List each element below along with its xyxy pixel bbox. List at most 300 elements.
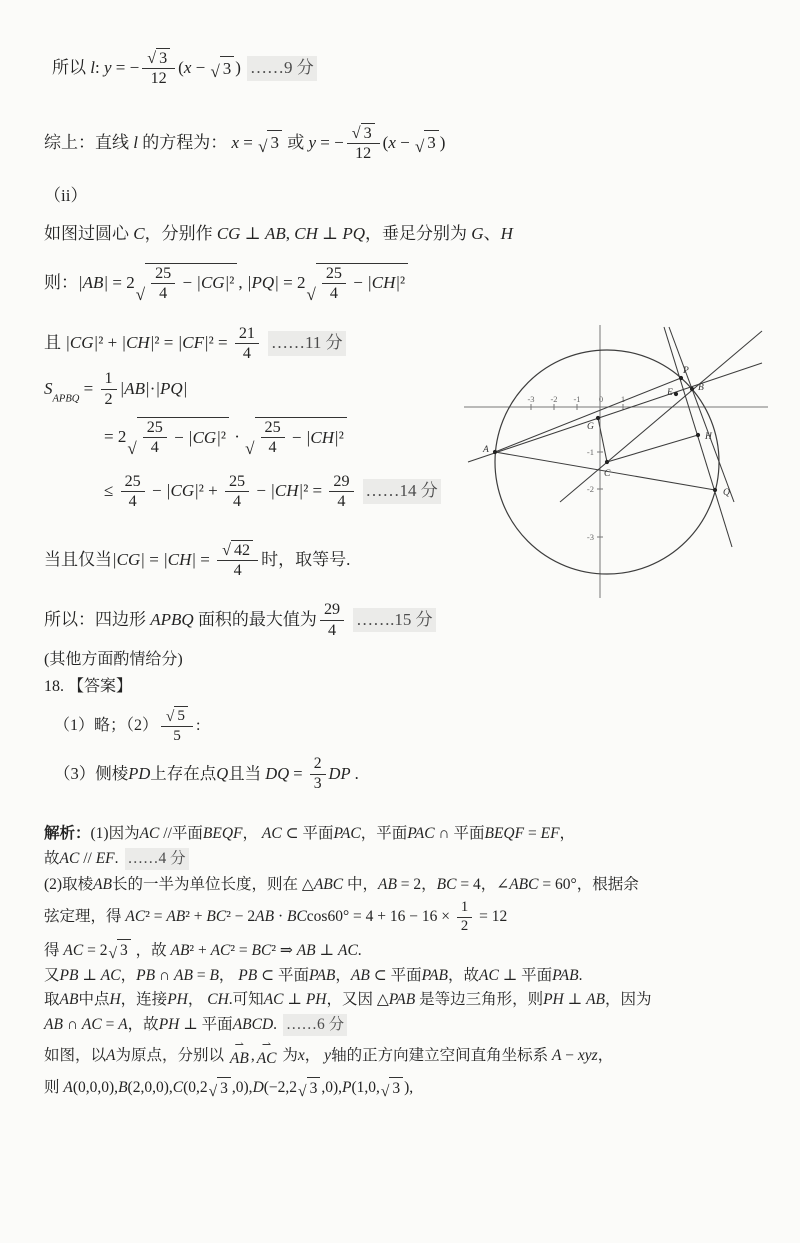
vector-symbol: ⇀ AB bbox=[228, 1048, 251, 1070]
point-label-Q: Q bbox=[723, 488, 730, 498]
math-text: ² ⇒ bbox=[271, 941, 297, 959]
math-text: （1）略；（2） bbox=[54, 717, 159, 735]
math-text: 29 bbox=[333, 472, 350, 490]
math-text: : bbox=[94, 58, 104, 78]
math-text: 长的一半为单位长度，则在 △ bbox=[112, 876, 314, 894]
math-text: , bbox=[238, 272, 247, 292]
math-text: 3 bbox=[119, 942, 128, 960]
math-text: 的方程为： bbox=[137, 132, 232, 152]
math-variable: AC bbox=[100, 966, 121, 984]
math-text: ⊥ bbox=[78, 966, 101, 984]
math-text: ，故 bbox=[127, 1015, 159, 1033]
fraction-numerator bbox=[143, 418, 167, 438]
math-text: = bbox=[192, 966, 210, 984]
math-text: 4 bbox=[329, 285, 338, 303]
math-text: , bbox=[285, 224, 295, 244]
math-variable: y bbox=[324, 1047, 332, 1065]
math-text: ∩ bbox=[155, 966, 174, 984]
math-variable: EF bbox=[95, 849, 115, 867]
math-text: ∩ 平面 bbox=[434, 825, 485, 843]
math-text: 1 bbox=[104, 370, 113, 388]
fraction-denominator bbox=[326, 284, 342, 303]
math-variable: |CH| bbox=[270, 481, 304, 501]
fraction-numerator bbox=[235, 324, 259, 344]
math-text: ， bbox=[120, 966, 137, 984]
fraction bbox=[142, 48, 175, 89]
math-text: ² + bbox=[189, 941, 211, 959]
math-text: ² + bbox=[98, 333, 122, 353]
math-variable: AC bbox=[337, 941, 358, 959]
y-tick-label: -2 bbox=[586, 484, 594, 494]
math-text: （ii） bbox=[44, 185, 88, 205]
math-text: //平面 bbox=[159, 825, 203, 843]
fraction-denominator bbox=[265, 438, 281, 457]
math-text: 时，取等号. bbox=[261, 549, 351, 569]
fraction-numerator bbox=[217, 540, 258, 561]
math-text: − bbox=[147, 481, 166, 501]
math-text: = bbox=[196, 549, 215, 569]
fraction-denominator bbox=[125, 492, 141, 511]
math-text: = bbox=[79, 378, 98, 398]
math-text: 当且仅当 bbox=[44, 549, 112, 569]
math-text: 中， bbox=[343, 876, 378, 894]
math-variable: |CH| bbox=[367, 273, 401, 293]
text-line bbox=[44, 263, 786, 304]
math-text: 取 bbox=[44, 991, 60, 1009]
point-label-H: H bbox=[705, 432, 712, 442]
math-text: 4 bbox=[159, 285, 168, 303]
math-text: ² = bbox=[303, 481, 327, 501]
fraction-numerator bbox=[310, 755, 326, 775]
radicand bbox=[156, 48, 170, 68]
math-variable: AC bbox=[63, 941, 84, 959]
math-variable: ABC bbox=[509, 876, 539, 894]
math-text: 2 bbox=[460, 917, 469, 934]
fraction-numerator bbox=[320, 600, 344, 620]
math-variable: CH bbox=[294, 224, 318, 244]
math-text: ，故 bbox=[448, 966, 480, 984]
math-text: APBQ bbox=[52, 393, 80, 405]
math-variable: A bbox=[118, 1015, 128, 1033]
radical-sign: √ bbox=[135, 284, 146, 304]
radical-sign: √ bbox=[298, 1082, 307, 1100]
math-text: ² = bbox=[154, 333, 178, 353]
math-text: ， bbox=[335, 966, 351, 984]
math-text: ² + bbox=[185, 907, 207, 925]
math-text: ， bbox=[242, 825, 262, 843]
math-text: . bbox=[273, 1015, 278, 1033]
point-P bbox=[679, 376, 683, 380]
math-text: (1,0, bbox=[351, 1079, 380, 1097]
math-text: ∩ bbox=[62, 1015, 82, 1033]
line-through-B bbox=[669, 327, 734, 502]
math-variable: BC bbox=[251, 941, 272, 959]
radicand bbox=[137, 417, 229, 458]
math-text: ⊥ bbox=[283, 991, 306, 1009]
math-text: 29 bbox=[323, 601, 341, 619]
point-E bbox=[674, 392, 678, 396]
math-text: ⊂ 平面 bbox=[257, 966, 309, 984]
math-text: 如图，以 bbox=[44, 1047, 107, 1065]
text-line bbox=[44, 823, 786, 845]
x-tick-label: -3 bbox=[527, 394, 535, 404]
y-tick-label: -1 bbox=[586, 447, 594, 457]
fraction bbox=[457, 899, 472, 935]
math-text: − bbox=[178, 273, 197, 293]
math-variable: B bbox=[209, 966, 219, 984]
fraction-numerator bbox=[457, 899, 472, 918]
math-text: ⊂ 平面 bbox=[281, 825, 334, 843]
text-line bbox=[44, 675, 786, 698]
math-text: 4 bbox=[150, 439, 159, 457]
math-text: = 2， bbox=[396, 876, 437, 894]
text-line bbox=[44, 755, 786, 794]
math-variable: BEQF bbox=[484, 825, 525, 843]
math-text: ≤ bbox=[104, 481, 118, 501]
text-line bbox=[44, 222, 786, 247]
math-text: ， bbox=[304, 1047, 325, 1065]
math-text: 所以 bbox=[52, 58, 91, 78]
math-text: 且 bbox=[44, 333, 66, 353]
math-text: 4 bbox=[233, 493, 242, 511]
math-variable: AB bbox=[166, 907, 186, 925]
fraction bbox=[261, 418, 285, 458]
math-variable: APBQ bbox=[150, 609, 194, 629]
square-root bbox=[210, 56, 234, 82]
radical-sign: √ bbox=[208, 1082, 218, 1100]
point-A bbox=[493, 450, 497, 454]
math-variable: PB bbox=[238, 966, 258, 984]
math-text: 5 bbox=[177, 707, 185, 725]
math-text: 3 bbox=[220, 1079, 228, 1097]
math-text: − bbox=[348, 273, 368, 293]
math-text: 21 bbox=[238, 324, 255, 342]
fraction bbox=[310, 755, 326, 794]
math-text: ² bbox=[338, 427, 344, 447]
math-variable: y bbox=[308, 132, 317, 152]
math-text: 3 bbox=[392, 1079, 401, 1097]
square-root bbox=[298, 1077, 320, 1100]
math-variable: PB bbox=[136, 966, 156, 984]
math-text: 则 bbox=[44, 1079, 64, 1097]
math-text: ，平面 bbox=[360, 825, 408, 843]
fraction-numerator bbox=[151, 264, 175, 284]
math-variable: |AB| bbox=[78, 272, 109, 292]
math-text: 3 bbox=[427, 133, 436, 153]
fraction-denominator bbox=[169, 727, 185, 745]
math-variable: A bbox=[551, 1047, 562, 1065]
math-variable: |CG| bbox=[187, 427, 221, 447]
text-line bbox=[44, 48, 786, 89]
math-variable: AB bbox=[44, 1015, 63, 1033]
math-variable: A bbox=[63, 1079, 73, 1097]
math-variable: PH bbox=[167, 991, 188, 1009]
math-variable: BC bbox=[206, 907, 227, 925]
math-variable: |CH| bbox=[121, 333, 155, 353]
math-text: = bbox=[239, 132, 258, 152]
math-text: : bbox=[195, 717, 201, 735]
square-root bbox=[306, 263, 408, 304]
fraction-denominator bbox=[324, 621, 340, 640]
math-variable: AC bbox=[261, 825, 282, 843]
text-line bbox=[44, 1042, 786, 1070]
math-text: 4 bbox=[327, 621, 337, 639]
math-text: ⊥ bbox=[315, 941, 338, 959]
fraction bbox=[225, 472, 249, 512]
math-variable: AB bbox=[350, 966, 370, 984]
point-label-A: A bbox=[483, 445, 489, 455]
math-text: ² = bbox=[145, 907, 167, 925]
math-variable: |CG| bbox=[196, 273, 230, 293]
radicand bbox=[361, 123, 375, 143]
math-text: ² = bbox=[230, 941, 252, 959]
math-variable: H bbox=[109, 991, 121, 1009]
fraction-denominator bbox=[155, 284, 171, 303]
score-note: …….15 分 bbox=[353, 608, 436, 633]
math-variable: BEQF bbox=[202, 825, 243, 843]
math-text: 5 bbox=[173, 726, 181, 744]
point-G bbox=[596, 416, 600, 420]
math-variable: |CG| bbox=[65, 333, 99, 353]
math-variable: A bbox=[106, 1047, 116, 1065]
math-variable: AB bbox=[296, 941, 316, 959]
x-tick-label: -1 bbox=[573, 394, 581, 404]
point-label-C: C bbox=[604, 469, 611, 479]
math-text: · bbox=[274, 907, 287, 925]
radical-sign: √ bbox=[245, 438, 255, 458]
math-variable: AC bbox=[125, 907, 146, 925]
math-text: 25 bbox=[325, 264, 342, 282]
fraction-denominator bbox=[351, 144, 375, 163]
math-variable: EF bbox=[540, 825, 560, 843]
math-text: 25 bbox=[264, 419, 281, 437]
math-text: 25 bbox=[228, 472, 246, 490]
math-variable: P bbox=[341, 1079, 352, 1097]
math-variable: |CF| bbox=[177, 333, 209, 353]
text-line bbox=[44, 1014, 786, 1036]
text-line bbox=[44, 939, 786, 962]
math-text: cos60° = 4 + 16 − 16 × bbox=[306, 907, 454, 925]
math-variable: l bbox=[90, 58, 95, 78]
math-text: 所以：四边形 bbox=[44, 609, 151, 629]
math-variable: |PQ| bbox=[246, 272, 279, 292]
math-text: = bbox=[144, 549, 164, 569]
math-text: − bbox=[287, 427, 306, 447]
math-variable: AB bbox=[264, 224, 286, 244]
math-variable: CH bbox=[207, 991, 229, 1009]
math-variable: DP bbox=[328, 764, 351, 784]
x-tick-label: 1 bbox=[620, 394, 626, 404]
math-text: ( bbox=[382, 132, 389, 152]
math-text: 4 bbox=[337, 493, 346, 511]
math-variable: x bbox=[183, 58, 192, 78]
fraction bbox=[320, 600, 344, 640]
math-text: 上存在点 bbox=[150, 764, 217, 784]
math-text: ² − 2 bbox=[226, 907, 256, 925]
math-text: 25 bbox=[124, 472, 141, 490]
math-variable: S bbox=[44, 378, 53, 398]
math-text: 又 bbox=[44, 966, 60, 984]
math-text: 面积的最大值为 bbox=[193, 609, 317, 629]
math-text: 2 bbox=[104, 390, 113, 408]
fraction-numerator bbox=[329, 472, 353, 492]
square-root bbox=[352, 123, 375, 143]
radicand bbox=[217, 1077, 231, 1100]
math-text: = 4，∠ bbox=[456, 876, 510, 894]
radical-sign: √ bbox=[166, 708, 175, 726]
point-label-P: P bbox=[683, 366, 689, 376]
math-variable: AC bbox=[479, 966, 499, 984]
math-text: ， bbox=[187, 991, 208, 1009]
math-variable: PQ bbox=[342, 224, 366, 244]
math-text: . bbox=[114, 849, 119, 867]
math-text: · bbox=[230, 427, 245, 447]
math-text: 4 bbox=[128, 493, 137, 511]
math-variable: x bbox=[231, 132, 240, 152]
square-root bbox=[222, 540, 253, 560]
math-text: = 12 bbox=[475, 907, 508, 925]
math-variable: AC bbox=[81, 1015, 102, 1033]
x-tick-label: 0 bbox=[598, 394, 604, 404]
math-text: ⊥ bbox=[317, 224, 343, 244]
point-H bbox=[696, 433, 700, 437]
math-variable: AC bbox=[263, 991, 284, 1009]
math-text: 2 bbox=[313, 754, 322, 772]
square-root bbox=[381, 1077, 403, 1100]
math-text: 3 bbox=[363, 124, 372, 142]
math-text: = bbox=[289, 764, 307, 784]
fraction bbox=[161, 706, 193, 744]
math-text: 3 bbox=[159, 50, 168, 67]
math-text: − bbox=[191, 58, 210, 78]
fraction bbox=[329, 472, 353, 512]
geometry-diagram bbox=[460, 322, 772, 622]
math-variable: AC bbox=[59, 849, 80, 867]
score-note: ……6 分 bbox=[283, 1014, 347, 1036]
text-line bbox=[44, 123, 786, 164]
math-text: 3 bbox=[313, 774, 322, 792]
square-root bbox=[166, 706, 188, 725]
math-variable: PAB bbox=[552, 966, 579, 984]
fraction-numerator bbox=[142, 48, 175, 69]
math-text: 弦定理，得 bbox=[44, 907, 126, 925]
math-variable: D bbox=[252, 1079, 264, 1097]
math-variable: x bbox=[297, 1047, 305, 1065]
math-text: ，又因 △ bbox=[326, 991, 389, 1009]
math-text: ， bbox=[597, 1047, 614, 1065]
math-text: − bbox=[169, 427, 188, 447]
math-text: 是等边三角形，则 bbox=[415, 991, 544, 1009]
math-text: ， bbox=[559, 825, 576, 843]
math-text: (其他方面酌情给分) bbox=[44, 651, 183, 669]
fraction-denominator bbox=[230, 561, 246, 580]
math-variable: B bbox=[118, 1079, 128, 1097]
radical-sign: √ bbox=[210, 62, 220, 82]
text-line bbox=[44, 648, 786, 671]
math-variable: BC bbox=[286, 907, 307, 925]
fraction-numerator bbox=[261, 418, 285, 438]
math-variable: CG bbox=[216, 224, 241, 244]
text-line bbox=[44, 1077, 786, 1100]
radical-sign: √ bbox=[380, 1082, 390, 1100]
radical-sign: √ bbox=[351, 124, 361, 142]
math-text: 如图过圆心 bbox=[44, 224, 134, 244]
point-C bbox=[605, 460, 609, 464]
math-text: = bbox=[101, 1015, 119, 1033]
fraction-denominator bbox=[147, 438, 163, 457]
fraction bbox=[217, 540, 258, 581]
math-variable: AB bbox=[586, 991, 606, 1009]
math-variable: DQ bbox=[265, 764, 290, 784]
point-label-B: B bbox=[698, 383, 704, 393]
math-variable: |CH| bbox=[163, 549, 197, 569]
math-text: 且当 bbox=[228, 764, 266, 784]
point-label-E: E bbox=[667, 388, 673, 398]
math-variable: PAB bbox=[421, 966, 448, 984]
math-text: ² + bbox=[198, 481, 222, 501]
math-text: ，垂足分别为 bbox=[365, 224, 472, 244]
math-text: 则： bbox=[44, 272, 78, 292]
math-text: 12 bbox=[355, 145, 372, 163]
math-text: 1 bbox=[460, 898, 469, 915]
radicand bbox=[316, 263, 408, 304]
math-variable: ABCD bbox=[232, 1015, 274, 1033]
math-variable: Q bbox=[216, 764, 229, 784]
radical-sign: √ bbox=[414, 136, 425, 156]
vector-symbol: ⇀ AC bbox=[255, 1048, 279, 1070]
math-text: ⊥ 平面 bbox=[179, 1015, 233, 1033]
math-text: (0,0,0), bbox=[72, 1079, 119, 1097]
math-text: ,0), bbox=[321, 1079, 342, 1097]
square-root bbox=[108, 939, 130, 962]
math-text: ) bbox=[235, 58, 241, 78]
math-text: 25 bbox=[146, 419, 163, 437]
segment-CG bbox=[598, 418, 607, 462]
math-variable: AB bbox=[255, 907, 275, 925]
math-variable: l bbox=[133, 132, 138, 152]
math-text: ² bbox=[220, 427, 226, 447]
math-variable: PH bbox=[158, 1015, 180, 1033]
fraction-denominator bbox=[310, 775, 326, 794]
math-text: 42 bbox=[233, 541, 251, 559]
math-variable: AB bbox=[93, 876, 113, 894]
radicand bbox=[220, 56, 235, 82]
radical-sign: √ bbox=[147, 50, 157, 68]
math-text: 、 bbox=[483, 224, 501, 244]
math-variable: PD bbox=[128, 764, 151, 784]
math-text: 为原点，分别以 bbox=[115, 1047, 228, 1065]
math-variable: BC bbox=[436, 876, 457, 894]
fraction-numerator bbox=[322, 264, 346, 284]
radical-sign: √ bbox=[127, 438, 137, 458]
math-text: ， bbox=[218, 966, 239, 984]
math-variable: PAC bbox=[333, 825, 361, 843]
math-text: 解析： bbox=[44, 825, 91, 843]
math-text: (2,0,0), bbox=[127, 1079, 173, 1097]
math-variable: |CH| bbox=[305, 427, 339, 447]
score-note: ……4 分 bbox=[125, 848, 189, 870]
math-text: ，因为 bbox=[605, 991, 652, 1009]
math-text: ) bbox=[439, 132, 446, 152]
math-text: 25 bbox=[155, 264, 172, 282]
math-text: = bbox=[524, 825, 541, 843]
math-text: − bbox=[395, 132, 414, 152]
math-text: , bbox=[250, 1047, 255, 1065]
math-text: 为 bbox=[278, 1047, 298, 1065]
text-line bbox=[44, 965, 786, 987]
math-text: ), bbox=[404, 1079, 414, 1097]
fraction bbox=[121, 472, 145, 512]
